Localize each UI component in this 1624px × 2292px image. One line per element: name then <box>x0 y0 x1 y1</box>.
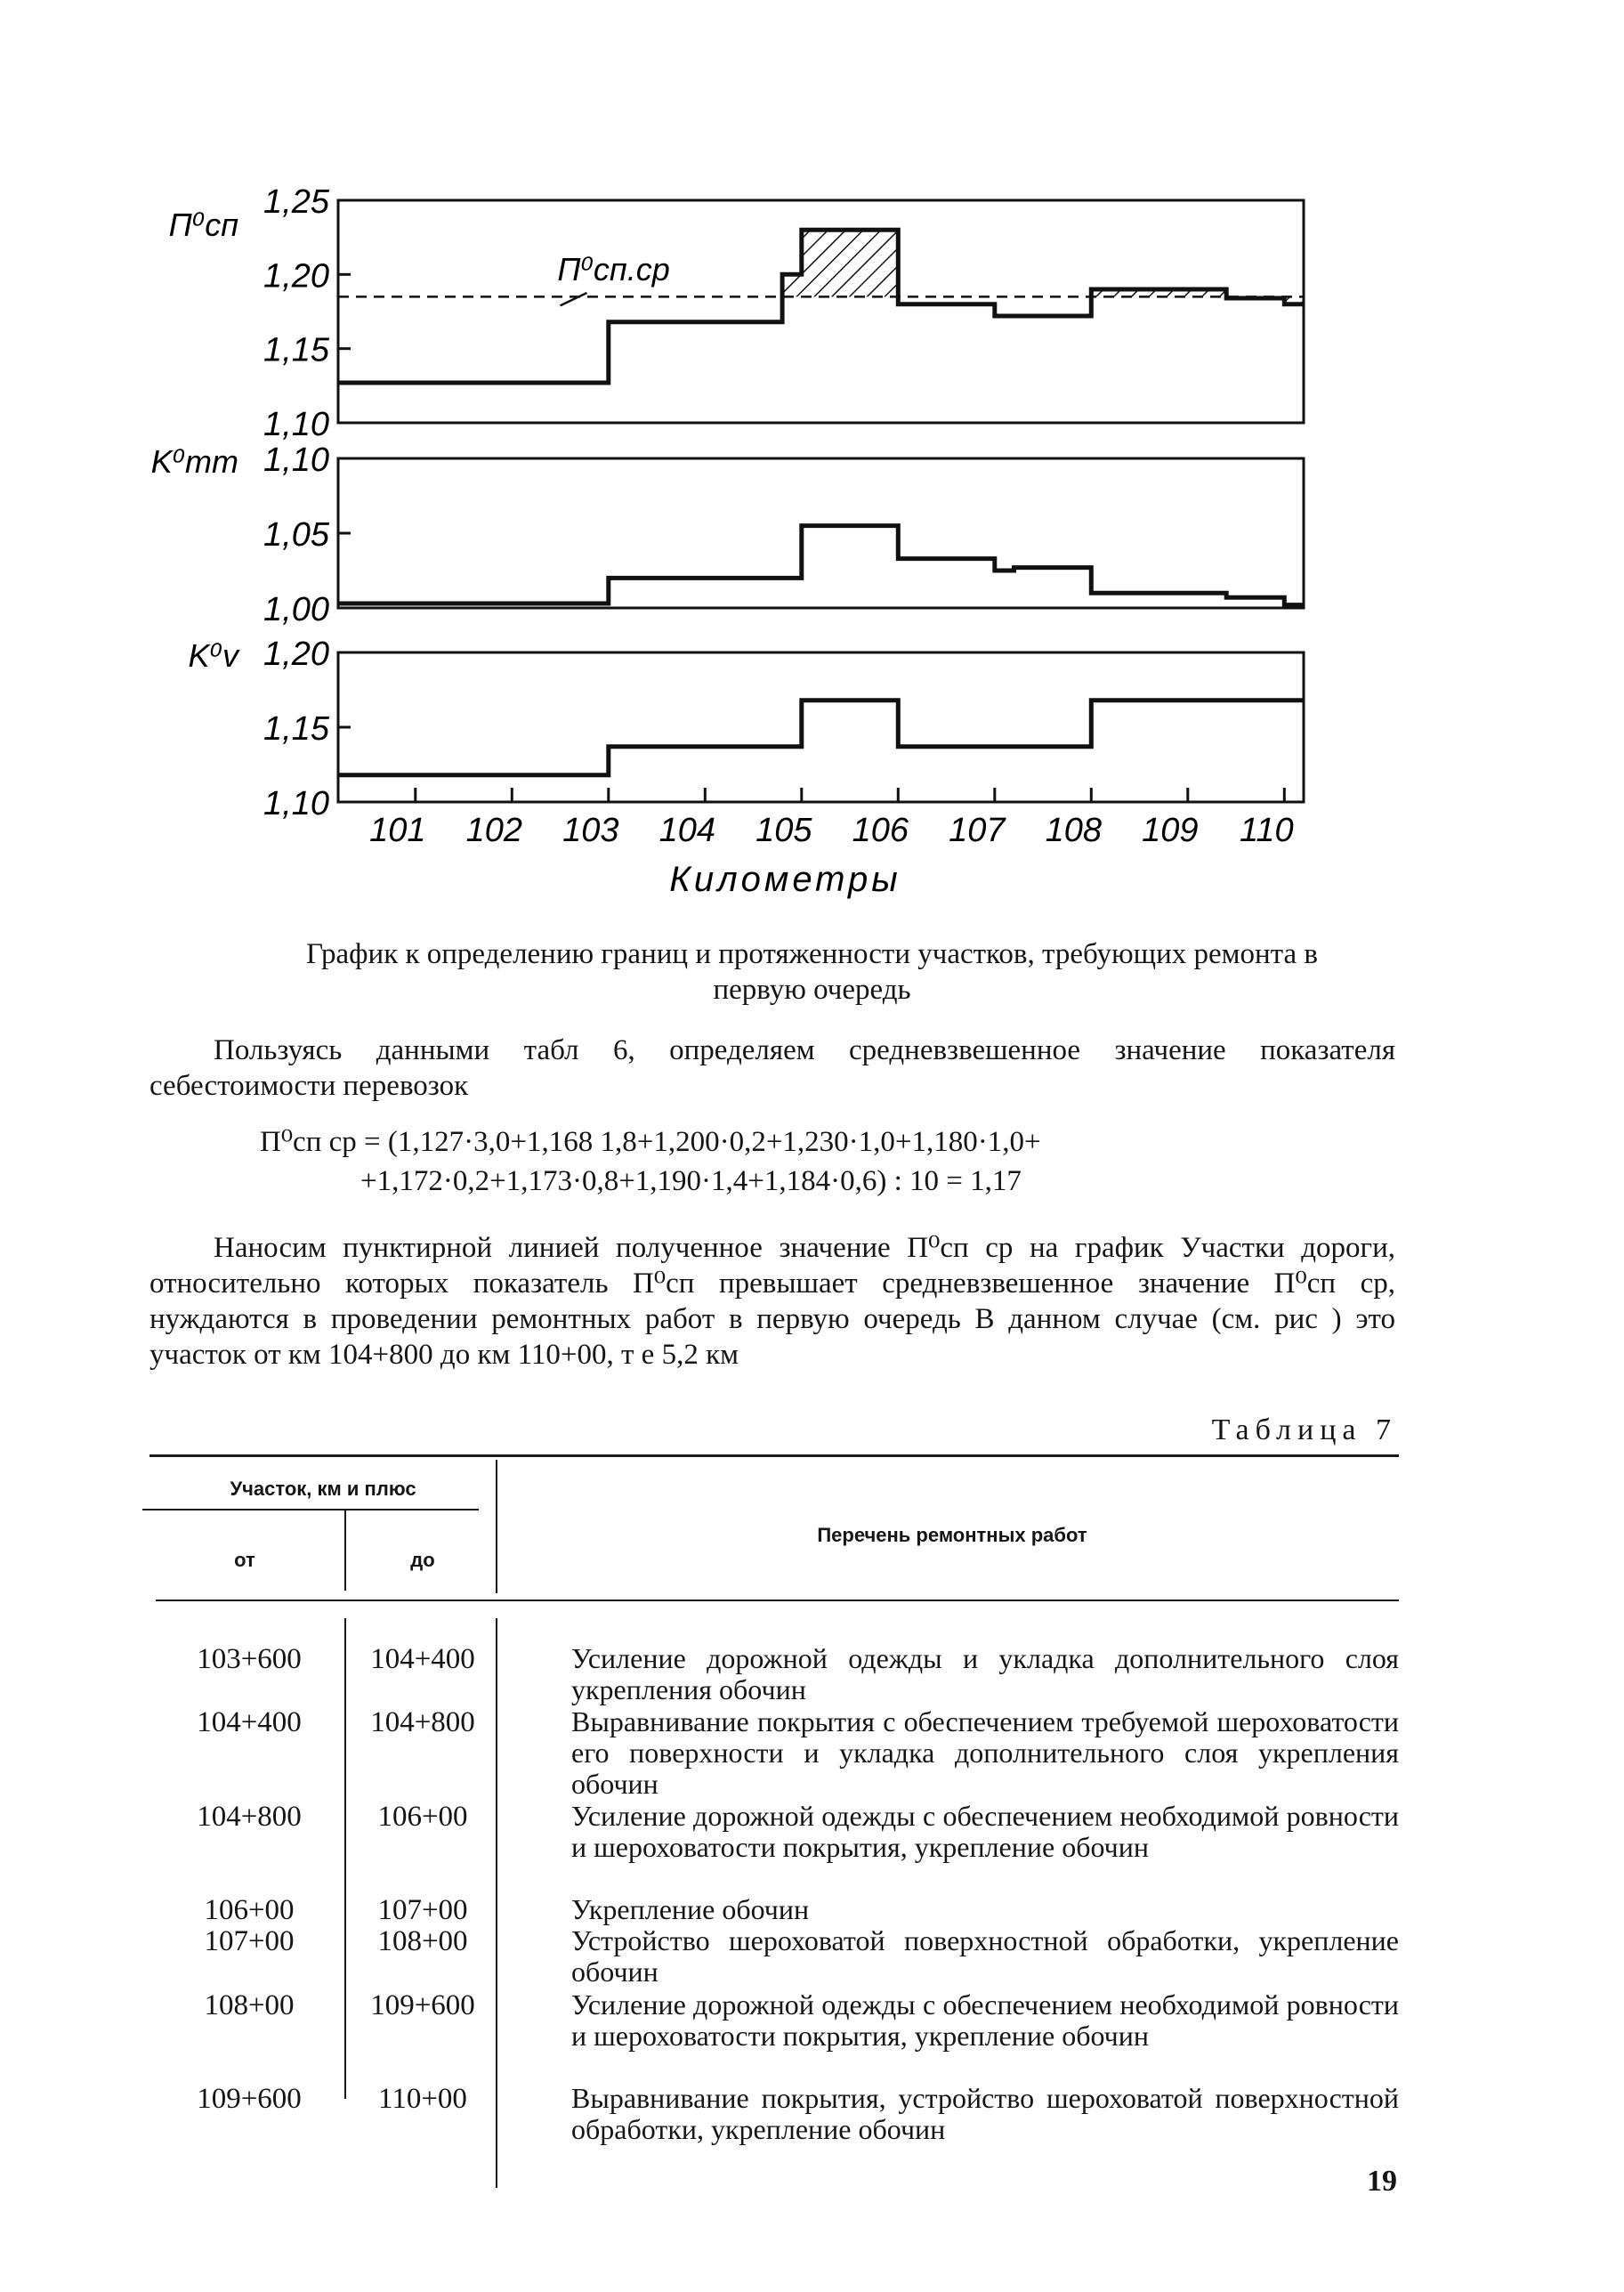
table-row-from: 109+600 <box>197 2083 302 2115</box>
chart-frame <box>338 652 1304 802</box>
y-tick-label: 1,20 <box>263 257 329 296</box>
table-row-work: Выравнивание покрытия, устройство шероховатой поверхностной обработки, укрепление обочин <box>571 2082 1399 2145</box>
y-tick-label: 1,15 <box>263 331 329 369</box>
x-tick-label: 107 <box>949 812 1006 849</box>
formula-line-2: +1,172·0,2+1,173·0,8+1,190·1,4+1,184·0,6) : 10 = 1,17 <box>360 1165 1022 1197</box>
table-row-from: 108+00 <box>204 1989 295 2021</box>
series-line <box>338 526 1304 605</box>
paragraph-conclusion: Наносим пунктирной линией полученное значение П⁰сп ср на график Участки дороги, относительно которых показатель П⁰сп превышает средневзвешенное значение П⁰сп ср, нуждаются в проведении ремонтных работ в первую очередь В данном случае (см. рис ) это участок от км 104+800 до км 110+00, т е 5,2 км <box>149 1232 1395 1371</box>
header-to: до <box>410 1549 435 1571</box>
table-row-from: 104+800 <box>197 1801 302 1833</box>
y-tick-label: 1,10 <box>263 406 329 443</box>
y-tick-label: 1,10 <box>263 441 329 479</box>
chart-k-mt <box>151 441 1304 628</box>
figure-charts <box>0 0 1624 926</box>
chart-frame <box>338 458 1304 608</box>
figure-caption: График к определению границ и протяженности участков, требующих ремонта в первую очередь <box>306 938 1318 1006</box>
x-tick-label: 110 <box>1240 812 1294 849</box>
x-tick-label: 106 <box>852 812 909 849</box>
chart-cost-indicator <box>169 183 1304 443</box>
table-row-to: 110+00 <box>378 2083 467 2115</box>
series-line <box>338 701 1304 775</box>
table-title: Таблица 7 <box>1211 1413 1397 1446</box>
y-tick-label: 1,00 <box>263 591 329 628</box>
y-tick-label: 1,20 <box>263 636 329 673</box>
header-section: Участок, км и плюс <box>230 1478 416 1500</box>
x-axis-label: Километры <box>669 860 901 899</box>
table-row-work: Выравнивание покрытия с обеспечением требуемой шероховатости его поверхности и укладка дополнительного слоя укрепления обочин <box>571 1705 1399 1800</box>
y-tick-label: 1,10 <box>263 785 329 822</box>
x-tick-label: 105 <box>755 812 812 849</box>
table-row-work: Усиление дорожной одежды с обеспечением необходимой ровности и шероховатости покрытия, укрепление обочин <box>571 1800 1399 1863</box>
table-row-work: Устройство шероховатой поверхностной обработки, укрепление обочин <box>571 1924 1399 1988</box>
header-bottom-rule <box>156 1600 1399 1601</box>
table-row-to: 104+800 <box>370 1706 475 1738</box>
table-row-to: 107+00 <box>377 1894 468 1926</box>
y-tick-label: 1,15 <box>263 710 329 748</box>
y-axis-label: K⁰mт <box>150 443 238 480</box>
y-tick-label: 1,05 <box>263 516 329 554</box>
table-row-to: 104+400 <box>370 1643 475 1675</box>
table-row-work: Усиление дорожной одежды с обеспечением необходимой ровности и шероховатости покрытия, укрепление обочин <box>571 1988 1399 2052</box>
table-top-rule <box>149 1454 1399 1457</box>
x-tick-label: 101 <box>369 812 426 849</box>
y-axis-label: П⁰сп <box>168 207 238 243</box>
table-row-work: Усиление дорожной одежды и укладка дополнительного слоя укрепления обочин <box>571 1642 1399 1705</box>
reference-leader <box>561 293 587 305</box>
table-row-to: 106+00 <box>377 1801 468 1833</box>
header-divider-main <box>496 1460 497 1593</box>
hatched-region <box>1091 289 1304 316</box>
table-row-from: 107+00 <box>204 1925 295 1957</box>
y-axis-label: K⁰v <box>188 637 238 674</box>
page-number: 19 <box>1367 2165 1397 2198</box>
table-row-from: 104+400 <box>197 1706 302 1738</box>
column-divider-1 <box>344 1618 346 2099</box>
header-divider <box>344 1510 346 1591</box>
table-row-from: 103+600 <box>197 1643 302 1675</box>
x-tick-label: 102 <box>465 812 523 849</box>
x-tick-label: 103 <box>562 812 619 849</box>
table-row-to: 108+00 <box>377 1925 468 1957</box>
header-from: от <box>234 1549 255 1571</box>
x-tick-label: 108 <box>1045 812 1103 849</box>
table-row-work: Укрепление обочин <box>571 1893 810 1925</box>
x-axis-kilometers <box>369 788 1294 899</box>
x-tick-label: 109 <box>1142 812 1199 849</box>
y-tick-label: 1,25 <box>263 183 329 221</box>
table-row-to: 109+600 <box>370 1989 475 2021</box>
reference-line-label: П⁰сп.ср <box>557 251 670 288</box>
chart-k-v <box>189 636 1304 822</box>
table-row-from: 106+00 <box>204 1894 295 1926</box>
x-tick-label: 104 <box>658 812 716 849</box>
header-sub-rule <box>142 1509 479 1510</box>
formula-line-1: П⁰сп ср = (1,127·3,0+1,168 1,8+1,200·0,2+1,230·1,0+1,180·1,0+ <box>260 1126 1041 1158</box>
header-works: Перечень ремонтных работ <box>817 1524 1087 1546</box>
paragraph-intro: Пользуясь данными табл 6, определяем средневзвешенное значение показателя себестоимости перевозок <box>149 1034 1395 1102</box>
